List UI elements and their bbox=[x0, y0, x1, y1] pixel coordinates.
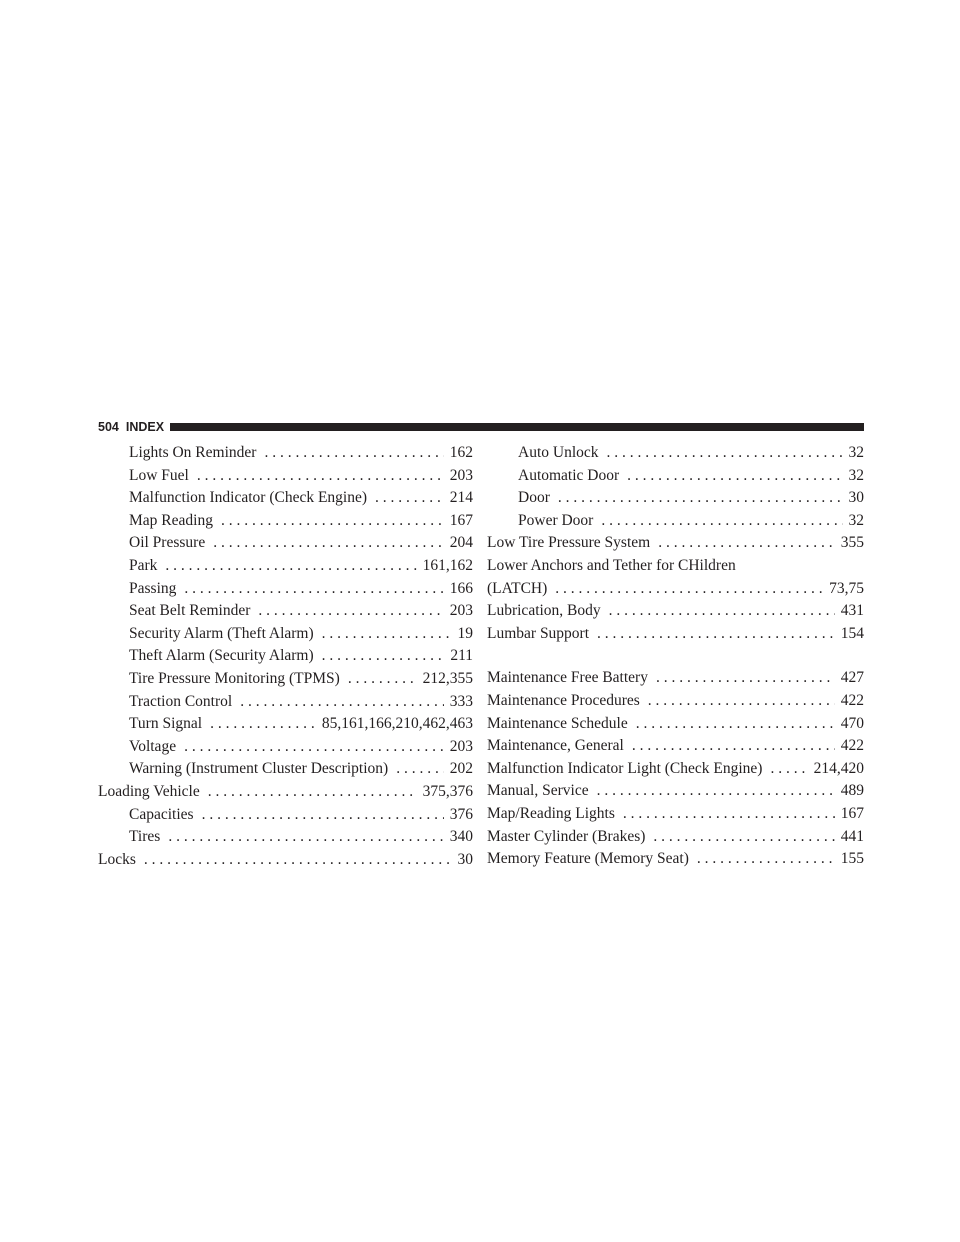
entry-page-numbers: 203 bbox=[449, 602, 473, 620]
header-rule bbox=[170, 423, 864, 431]
entry-page-numbers: 162 bbox=[449, 444, 473, 461]
index-entry bbox=[487, 735, 864, 758]
entry-page-numbers: 167 bbox=[840, 804, 864, 822]
entry-page-numbers: 427 bbox=[840, 669, 864, 687]
index-entry bbox=[487, 600, 864, 623]
entry-page-numbers: 441 bbox=[840, 827, 864, 845]
dot-leader bbox=[648, 690, 835, 713]
entry-page-numbers: 204 bbox=[449, 534, 473, 552]
entry-term: Locks bbox=[98, 850, 136, 868]
dot-leader bbox=[601, 510, 842, 533]
letter-gap bbox=[487, 645, 864, 667]
entry-page-numbers: 203 bbox=[449, 466, 473, 484]
entry-page-numbers: 489 bbox=[840, 782, 864, 800]
index-heading-latch: Lower Anchors and Tether for CHildren bbox=[487, 556, 736, 574]
dot-leader bbox=[627, 465, 842, 488]
index-entry bbox=[98, 555, 473, 578]
entry-page-numbers: 422 bbox=[840, 691, 864, 709]
index-entry bbox=[98, 826, 473, 849]
index-entry bbox=[98, 736, 473, 759]
entry-term: Passing bbox=[129, 579, 177, 597]
dot-leader bbox=[597, 623, 835, 646]
entry-term: Park bbox=[129, 556, 158, 574]
index-entry bbox=[487, 780, 864, 803]
entry-term: Tires bbox=[129, 828, 161, 846]
index-entry bbox=[98, 487, 473, 510]
index-entry bbox=[98, 442, 473, 465]
index-entry bbox=[98, 510, 473, 533]
index-entry bbox=[487, 510, 864, 533]
entry-term: Automatic Door bbox=[518, 466, 620, 484]
entry-term: Power Door bbox=[518, 511, 594, 529]
index-entry bbox=[487, 487, 864, 510]
index-entry bbox=[487, 848, 864, 871]
dot-leader bbox=[653, 826, 834, 849]
entry-page-numbers: 203 bbox=[449, 737, 473, 755]
entry-term: Capacities bbox=[129, 805, 194, 823]
dot-leader bbox=[623, 803, 835, 826]
index-entry bbox=[98, 645, 473, 668]
dot-leader bbox=[636, 713, 835, 736]
page-header bbox=[98, 418, 864, 436]
index-entry bbox=[98, 578, 473, 601]
entry-page-numbers: 154 bbox=[840, 624, 864, 642]
index-entry bbox=[487, 713, 864, 736]
entry-term: Map Reading bbox=[129, 511, 213, 529]
index-entry bbox=[487, 758, 864, 781]
section-title: INDEX bbox=[125, 420, 165, 434]
dot-leader bbox=[210, 713, 316, 736]
entry-page-numbers: 376 bbox=[449, 805, 473, 823]
index-entry bbox=[98, 623, 473, 646]
entry-term: Theft Alarm (Security Alarm) bbox=[129, 647, 314, 665]
dot-leader bbox=[168, 826, 443, 849]
index-group-right-b bbox=[487, 578, 864, 646]
dot-leader bbox=[208, 781, 417, 804]
entry-page-numbers: 202 bbox=[449, 760, 473, 778]
index-entry bbox=[487, 803, 864, 826]
entry-term: Warning (Instrument Cluster Description) bbox=[129, 760, 389, 778]
index-group-right-a bbox=[487, 442, 864, 555]
entry-term: Malfunction Indicator (Check Engine) bbox=[129, 489, 368, 507]
index-entry bbox=[98, 713, 473, 736]
entry-term: Maintenance Schedule bbox=[487, 714, 628, 732]
dot-leader bbox=[144, 849, 452, 872]
index-entry bbox=[98, 532, 473, 555]
dot-leader bbox=[555, 578, 823, 601]
index-entry bbox=[98, 758, 473, 781]
entry-term: Lights On Reminder bbox=[129, 444, 257, 461]
entry-term: Seat Belt Reminder bbox=[129, 602, 251, 620]
entry-page-numbers: 30 bbox=[457, 850, 473, 868]
entry-term: Memory Feature (Memory Seat) bbox=[487, 850, 689, 868]
entry-page-numbers: 333 bbox=[449, 692, 473, 710]
dot-leader bbox=[656, 667, 835, 690]
dot-leader bbox=[258, 600, 443, 623]
entry-term: Low Tire Pressure System bbox=[487, 534, 651, 552]
dot-leader bbox=[197, 465, 444, 488]
entry-term: Oil Pressure bbox=[129, 534, 206, 552]
index-entry bbox=[98, 691, 473, 714]
index-entry bbox=[98, 465, 473, 488]
index-group-left bbox=[98, 442, 473, 871]
dot-leader bbox=[213, 532, 444, 555]
index-entry bbox=[487, 442, 864, 465]
entry-term: Master Cylinder (Brakes) bbox=[487, 827, 646, 845]
dot-leader bbox=[597, 780, 835, 803]
entry-page-numbers: 211 bbox=[450, 647, 473, 665]
index-entry bbox=[487, 667, 864, 690]
index-group-right-c bbox=[487, 667, 864, 870]
entry-page-numbers: 166 bbox=[449, 579, 473, 597]
entry-page-numbers: 375,376 bbox=[422, 782, 473, 800]
entry-term: Security Alarm (Theft Alarm) bbox=[129, 624, 314, 642]
dot-leader bbox=[609, 600, 835, 623]
entry-page-numbers: 214 bbox=[449, 489, 473, 507]
entry-page-numbers: 32 bbox=[848, 444, 864, 461]
page-number: 504 bbox=[98, 420, 119, 434]
dot-leader bbox=[184, 578, 443, 601]
entry-term: Maintenance, General bbox=[487, 737, 624, 755]
index-entry bbox=[98, 600, 473, 623]
dot-leader bbox=[607, 442, 843, 465]
entry-page-numbers: 431 bbox=[840, 602, 864, 620]
entry-term: Turn Signal bbox=[129, 715, 203, 733]
index-entry bbox=[98, 781, 473, 804]
entry-term: Tire Pressure Monitoring (TPMS) bbox=[129, 669, 340, 687]
dot-leader bbox=[322, 623, 452, 646]
entry-term: Low Fuel bbox=[129, 466, 189, 484]
entry-term: Manual, Service bbox=[487, 782, 589, 800]
dot-leader bbox=[697, 848, 835, 871]
dot-leader bbox=[348, 668, 417, 691]
dot-leader bbox=[658, 532, 835, 555]
dot-leader bbox=[396, 758, 444, 781]
index-column-left bbox=[98, 442, 473, 871]
entry-page-numbers: 355 bbox=[840, 534, 864, 552]
dot-leader bbox=[632, 735, 835, 758]
entry-page-numbers: 470 bbox=[840, 714, 864, 732]
entry-term: Malfunction Indicator Light (Check Engine) bbox=[487, 759, 763, 777]
index-entry bbox=[98, 804, 473, 827]
entry-page-numbers: 19 bbox=[457, 624, 473, 642]
entry-term: Maintenance Free Battery bbox=[487, 669, 648, 687]
dot-leader bbox=[165, 555, 416, 578]
index-entry bbox=[487, 532, 864, 555]
entry-term: Lubrication, Body bbox=[487, 602, 601, 620]
dot-leader bbox=[375, 487, 444, 510]
entry-page-numbers: 155 bbox=[840, 850, 864, 868]
dot-leader bbox=[770, 758, 807, 781]
entry-term: Traction Control bbox=[129, 692, 233, 710]
entry-page-numbers: 340 bbox=[449, 828, 473, 846]
entry-term: Door bbox=[518, 489, 550, 507]
entry-page-numbers: 30 bbox=[848, 489, 864, 507]
dot-leader bbox=[240, 691, 444, 714]
entry-page-numbers: 32 bbox=[848, 511, 864, 529]
entry-page-numbers: 167 bbox=[449, 511, 473, 529]
entry-page-numbers: 73,75 bbox=[829, 579, 864, 597]
entry-term: Loading Vehicle bbox=[98, 782, 200, 800]
dot-leader bbox=[264, 442, 443, 465]
entry-page-numbers: 212,355 bbox=[422, 669, 473, 687]
dot-leader bbox=[184, 736, 444, 759]
entry-page-numbers: 422 bbox=[840, 737, 864, 755]
index-entry bbox=[98, 668, 473, 691]
index-entry bbox=[487, 826, 864, 849]
dot-leader bbox=[202, 804, 444, 827]
entry-page-numbers: 85,161,166,210,462,463 bbox=[321, 715, 473, 733]
entry-term: Voltage bbox=[129, 737, 177, 755]
dot-leader bbox=[221, 510, 444, 533]
entry-term: Lumbar Support bbox=[487, 624, 590, 642]
index-entry bbox=[487, 578, 864, 601]
index-entry bbox=[487, 465, 864, 488]
index-column-right bbox=[487, 442, 864, 871]
index-entry bbox=[487, 690, 864, 713]
entry-term: Map/Reading Lights bbox=[487, 804, 615, 822]
entry-page-numbers: 32 bbox=[848, 466, 864, 484]
entry-term: (LATCH) bbox=[487, 579, 548, 597]
dot-leader bbox=[322, 645, 445, 668]
index-entry bbox=[487, 623, 864, 646]
entry-page-numbers: 214,420 bbox=[813, 759, 864, 777]
dot-leader bbox=[558, 487, 843, 510]
index-entry bbox=[98, 849, 473, 872]
entry-page-numbers: 161,162 bbox=[422, 556, 473, 574]
entry-term: Auto Unlock bbox=[518, 444, 599, 461]
entry-term: Maintenance Procedures bbox=[487, 691, 640, 709]
